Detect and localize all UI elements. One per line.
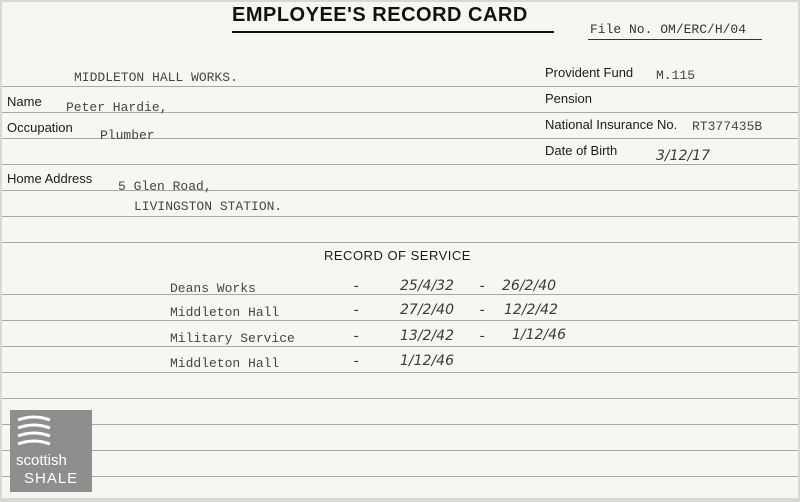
ruled-line: [2, 242, 798, 243]
file-number: File No. OM/ERC/H/04: [590, 22, 747, 37]
date-of-birth-value: 3/12/17: [656, 148, 710, 164]
date-of-birth-label: Date of Birth: [545, 143, 618, 158]
service-separator: -: [478, 279, 487, 295]
provident-fund-value: M.115: [656, 68, 696, 83]
service-dash: -: [352, 279, 361, 295]
ruled-line: [2, 372, 798, 373]
ruled-line: [2, 294, 798, 295]
file-number-underline: [588, 39, 762, 40]
service-to: 1/12/46: [512, 327, 566, 343]
record-of-service-heading: RECORD OF SERVICE: [324, 248, 471, 263]
address-line-1: 5 Glen Road,: [118, 179, 212, 194]
ruled-line: [2, 216, 798, 217]
service-place: Deans Works: [170, 281, 256, 296]
logo-text-shale: SHALE: [24, 470, 79, 487]
home-address-label: Home Address: [7, 171, 93, 186]
ruled-line: [2, 86, 798, 87]
ruled-line: [2, 320, 798, 321]
service-separator: -: [478, 329, 487, 345]
card-title: EMPLOYEE'S RECORD CARD: [232, 4, 528, 26]
service-from: 25/4/32: [400, 278, 454, 294]
ruled-line: [2, 424, 798, 425]
occupation-value: Plumber: [100, 128, 155, 143]
service-dash: -: [352, 354, 361, 370]
service-to: 12/2/42: [504, 302, 558, 318]
name-value: Peter Hardie,: [66, 100, 168, 115]
national-insurance-label: National Insurance No.: [545, 117, 678, 132]
service-place: Middleton Hall: [170, 356, 280, 371]
service-from: 27/2/40: [400, 302, 454, 318]
service-to: 26/2/40: [502, 278, 556, 294]
service-place: Middleton Hall: [170, 305, 280, 320]
works-name: MIDDLETON HALL WORKS.: [74, 70, 238, 85]
ruled-line: [2, 476, 798, 477]
logo-text-scottish: scottish: [16, 452, 67, 469]
name-label: Name: [7, 94, 42, 109]
pension-label: Pension: [545, 91, 592, 106]
employee-record-card: [2, 2, 798, 498]
service-from: 1/12/46: [400, 353, 454, 369]
service-dash: -: [352, 329, 361, 345]
service-from: 13/2/42: [400, 328, 454, 344]
ruled-line: [2, 164, 798, 165]
title-underline: [232, 31, 554, 33]
scottish-shale-logo: [10, 410, 92, 492]
address-line-2: LIVINGSTON STATION.: [134, 199, 283, 214]
ruled-line: [2, 346, 798, 347]
occupation-label: Occupation: [7, 120, 73, 135]
service-separator: -: [478, 303, 487, 319]
shale-layers-icon: [14, 412, 54, 448]
service-place: Military Service: [170, 331, 295, 346]
ruled-line: [2, 398, 798, 399]
provident-fund-label: Provident Fund: [545, 65, 634, 80]
service-dash: -: [352, 303, 361, 319]
ruled-line: [2, 450, 798, 451]
national-insurance-value: RT377435B: [692, 119, 763, 134]
